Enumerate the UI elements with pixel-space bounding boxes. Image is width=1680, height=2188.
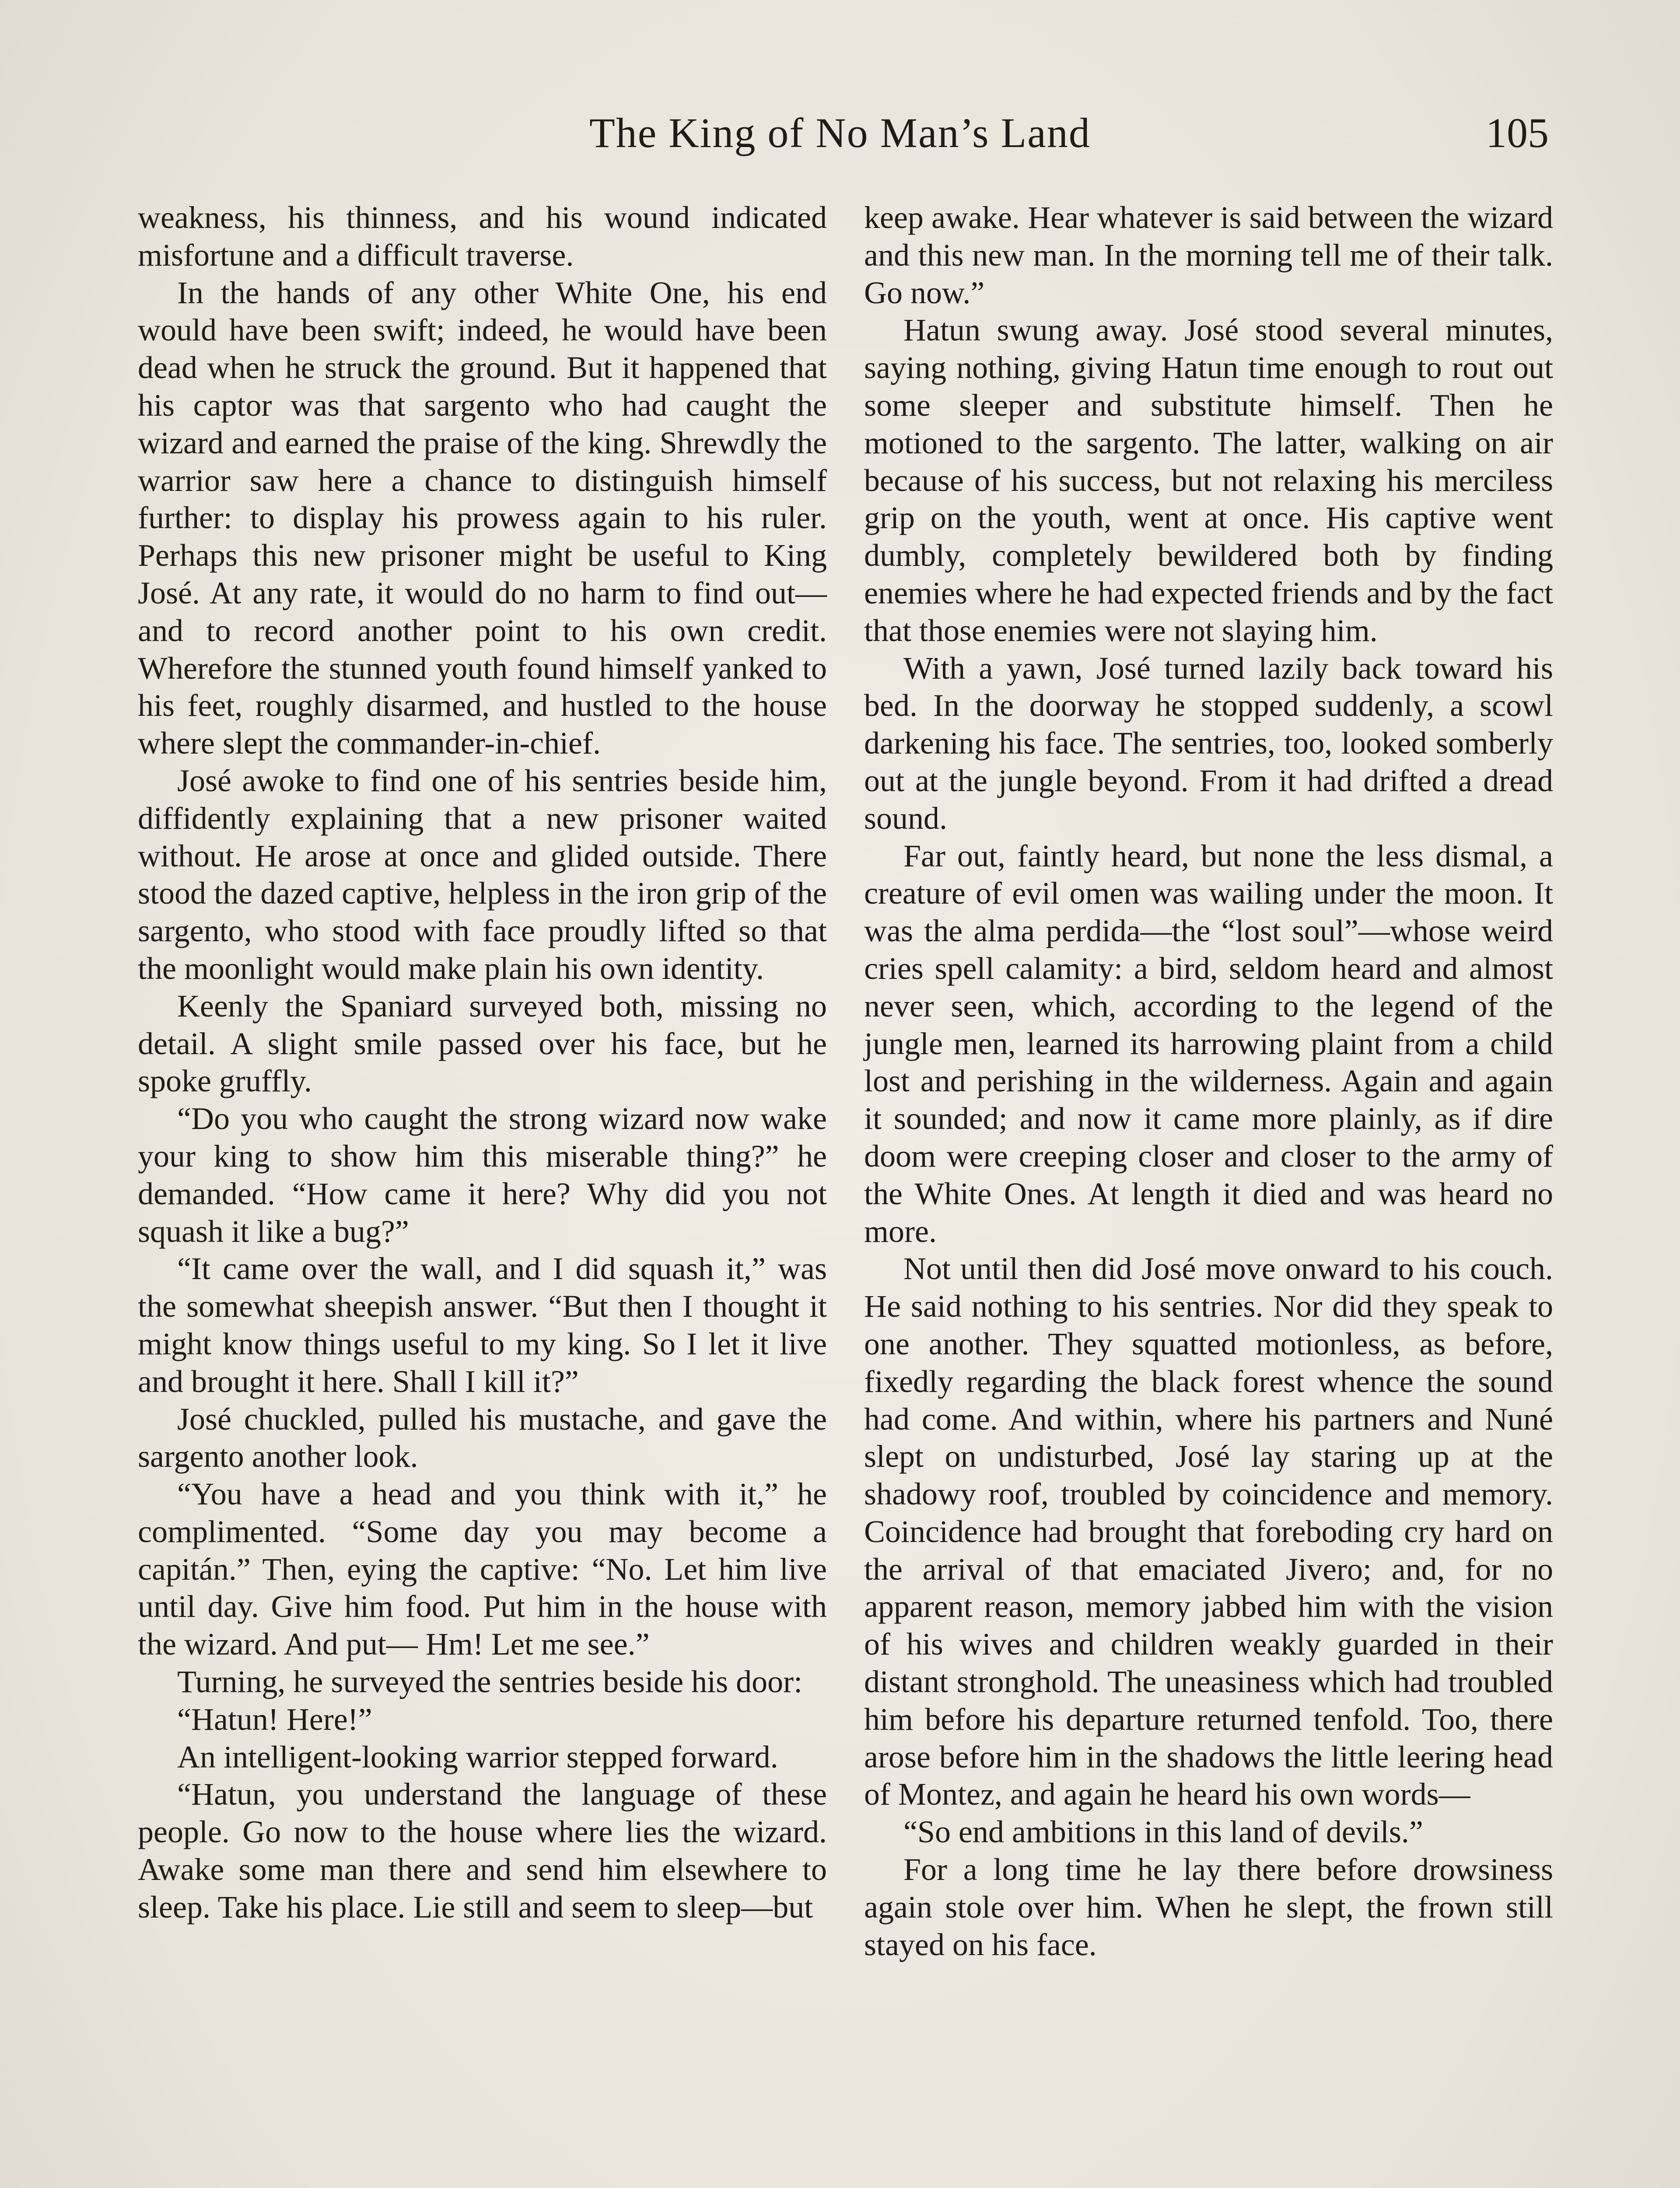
running-title: The King of No Man’s Land <box>589 109 1091 156</box>
left-column <box>138 199 827 1926</box>
page-number: 105 <box>1486 109 1549 156</box>
paragraph: An intelligent-looking warrior stepped forward. <box>177 1739 778 1774</box>
page-header <box>131 101 1549 166</box>
paragraph: With a yawn, José turned lazily back toward his bed. In the doorway he stopped suddenly, a scowl darkening his face. The sentries, too, looked somberly out at the jungle beyond. From it had drifted a dread sound. <box>864 650 1553 836</box>
paragraph: “Hatun, you understand the language of these people. Go now to the house where lies the wizard. Awake some man there and send him elsewhere to sleep. Take his place. Lie still and seem to sleep—but <box>138 1777 827 1925</box>
paragraph: For a long time he lay there before drowsiness again stole over him. When he slept, the frown still stayed on his face. <box>864 1852 1553 1962</box>
paragraph: “It came over the wall, and I did squash it,” was the somewhat sheepish answer. “But then I thought it might know things useful to my king. So I let it live and brought it here. Shall I kill it?” <box>138 1251 827 1399</box>
paragraph: José awoke to find one of his sentries beside him, diffidently explaining that a new prisoner waited without. He arose at once and glided outside. There stood the dazed captive, helpless in the iron grip of the sargento, who stood with face proudly lifted so that the moonlight would make plain his own identity. <box>138 763 827 986</box>
paragraph: In the hands of any other White One, his end would have been swift; indeed, he would have been dead when he struck the ground. But it happened that his captor was that sargento who had caught the wizard and earned the praise of the king. Shrewdly the warrior saw here a chance to distinguish himself further: to display his prowess again to his ruler. Perhaps this new prisoner might be useful to King José. At any rate, it would do no harm to find out—and to record another point to his own credit. Wherefore the stunned youth found himself yanked to his feet, roughly disarmed, and hustled to the house where slept the commander-in-chief. <box>138 275 827 761</box>
paragraph: weakness, his thinness, and his wound indicated misfortune and a difficult traverse. <box>138 200 827 273</box>
paragraph: Far out, faintly heard, but none the less dismal, a creature of evil omen was wailing under the moon. It was the alma perdida—the “lost soul”—whose weird cries spell calamity: a bird, seldom heard and almost never seen, which, according to the legend of the jungle men, learned its harrowing plaint from a child lost and perishing in the wilderness. Again and again it sounded; and now it came more plainly, as if dire doom were creeping closer and closer to the army of the White Ones. At length it died and was heard no more. <box>864 838 1553 1249</box>
paragraph: “So end ambitions in this land of devils.” <box>903 1814 1423 1850</box>
paragraph: Hatun swung away. José stood several minutes, saying nothing, giving Hatun time enough to rout out some sleeper and substitute himself. Then he motioned to the sargento. The latter, walking on air because of his success, but not relaxing his merciless grip on the youth, went at once. His captive went dumbly, completely bewildered both by finding enemies where he had expected friends and by the fact that those enemies were not slaying him. <box>864 312 1553 648</box>
paragraph: Turning, he surveyed the sentries beside his door: <box>177 1664 803 1700</box>
right-column <box>864 199 1553 1964</box>
paragraph: “Do you who caught the strong wizard now wake your king to show him this miserable thing?” he demanded. “How came it here? Why did you not squash it like a bug?” <box>138 1101 827 1249</box>
paragraph: “You have a head and you think with it,” he complimented. “Some day you may become a capitán.” Then, eying the captive: “No. Let him live until day. Give him food. Put him in the house with the wizard. And put— Hm! Let me see.” <box>138 1476 827 1662</box>
paragraph: Keenly the Spaniard surveyed both, missing no detail. A slight smile passed over his face, but he spoke gruffly. <box>138 988 827 1099</box>
paragraph: Not until then did José move onward to his couch. He said nothing to his sentries. Nor did they speak to one another. They squatted motionless, as before, fixedly regarding the black forest whence the sound had come. And within, where his partners and Nuné slept on undisturbed, José lay staring up at the shadowy roof, troubled by coincidence and memory. Coincidence had brought that foreboding cry hard on the arrival of that emaciated Jivero; and, for no apparent reason, memory jabbed him with the vision of his wives and children weakly guarded in their distant stronghold. The uneasiness which had troubled him before his departure returned tenfold. Too, there arose before him in the shadows the little leering head of Montez, and again he heard his own words— <box>864 1251 1553 1812</box>
paragraph: “Hatun! Here!” <box>177 1701 372 1737</box>
paragraph: keep awake. Hear whatever is said between the wizard and this new man. In the morning tell me of their talk. Go now.” <box>864 200 1553 310</box>
paragraph: José chuckled, pulled his mustache, and gave the sargento another look. <box>138 1401 827 1474</box>
